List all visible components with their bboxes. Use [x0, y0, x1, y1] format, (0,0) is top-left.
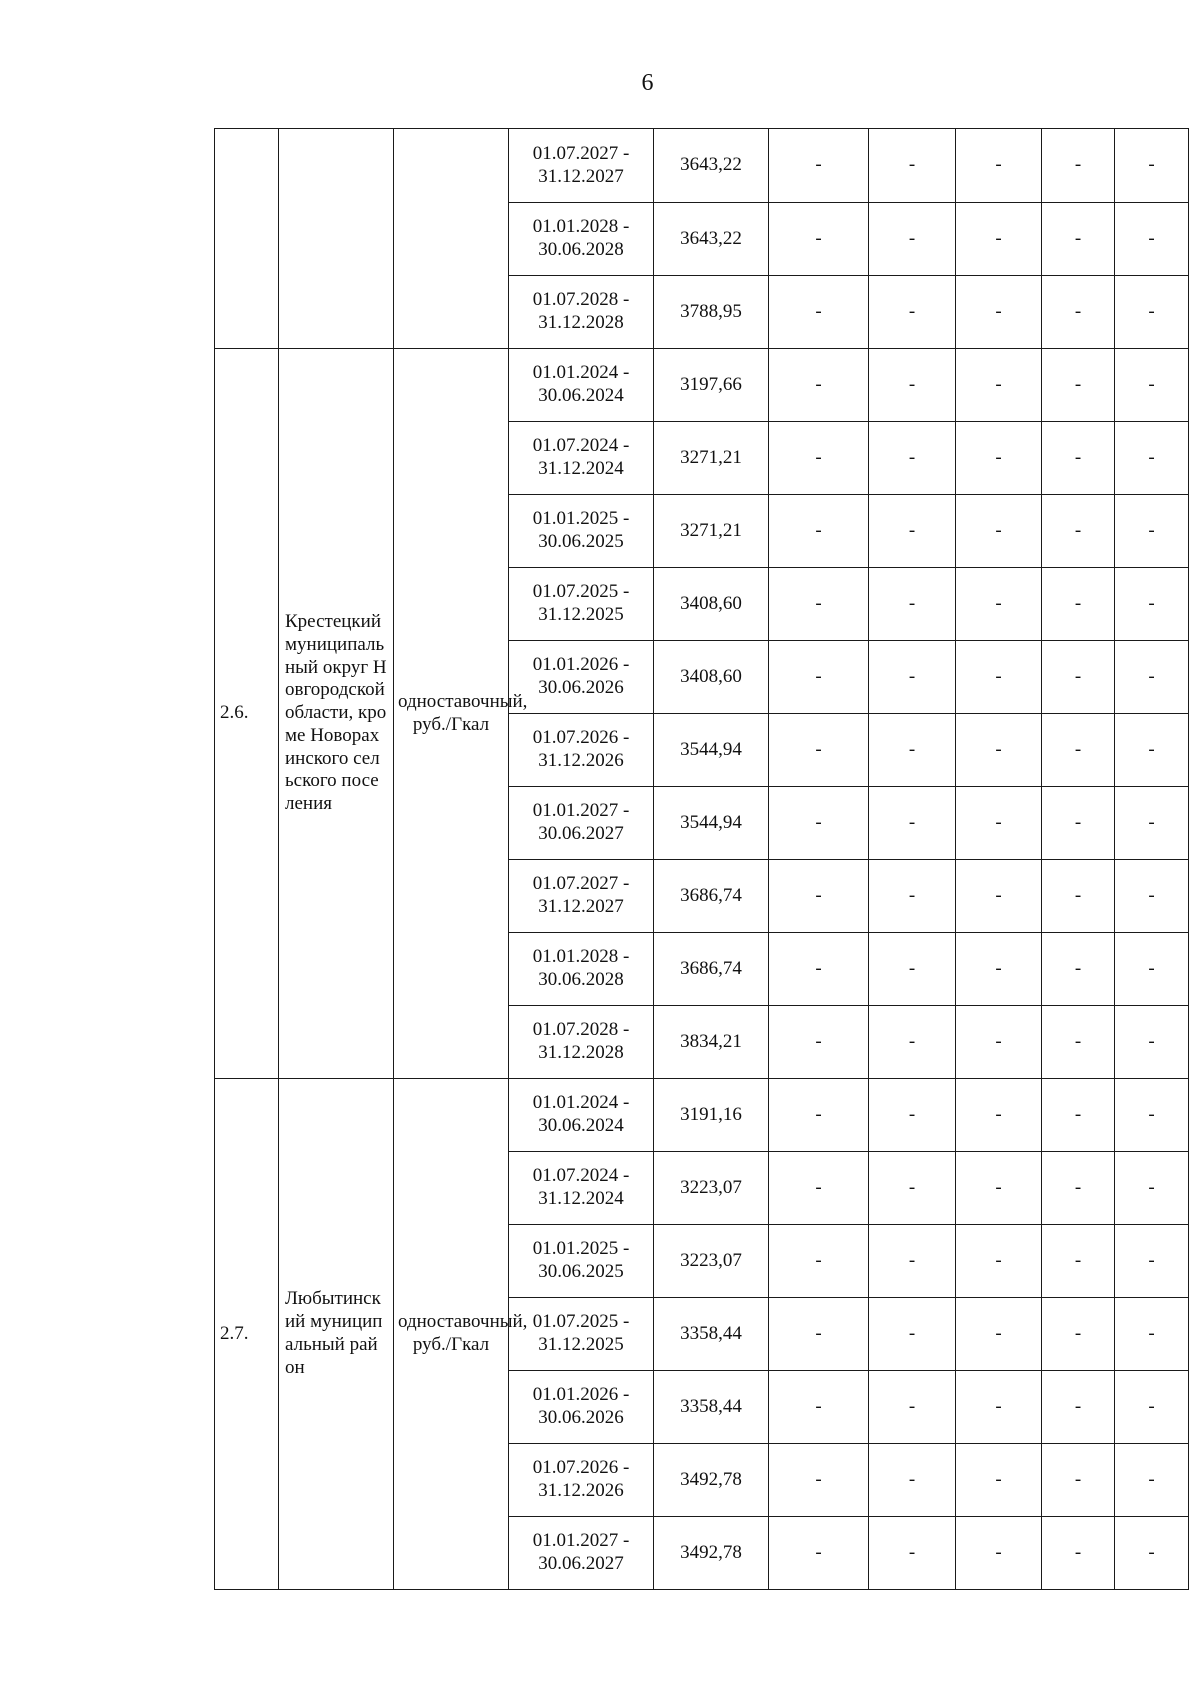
empty-value-dash: -	[1042, 203, 1115, 276]
period-end: 31.12.2027	[538, 165, 624, 187]
empty-value-dash: -	[1042, 1371, 1115, 1444]
period-start: 01.01.2027 -	[532, 800, 630, 822]
tariff-value: 3271,21	[654, 495, 769, 568]
page-number	[0, 70, 1200, 97]
empty-value-dash: -	[956, 129, 1042, 203]
period-end: 31.12.2028	[538, 1042, 624, 1063]
empty-value-dash: -	[869, 568, 956, 641]
empty-value-dash: -	[769, 422, 869, 495]
period-start: 01.07.2027 -	[532, 873, 630, 895]
empty-value-dash: -	[1115, 641, 1189, 714]
period-start: 01.07.2025 -	[532, 581, 630, 603]
empty-value-dash: -	[869, 1152, 956, 1225]
period-cell	[509, 276, 654, 349]
period-end: 31.12.2026	[538, 750, 624, 771]
empty-value-dash: -	[769, 933, 869, 1006]
empty-value-dash: -	[1115, 568, 1189, 641]
period-cell	[509, 349, 654, 422]
tariff-value: 3492,78	[654, 1444, 769, 1517]
empty-value-dash: -	[956, 1079, 1042, 1152]
tariff-value: 3271,21	[654, 422, 769, 495]
empty-value-dash: -	[769, 1152, 869, 1225]
empty-value-dash: -	[1042, 1517, 1115, 1590]
table-row	[215, 129, 1189, 203]
empty-value-dash: -	[869, 1298, 956, 1371]
period-start: 01.07.2027 -	[532, 142, 630, 164]
period-start: 01.07.2028 -	[532, 1019, 630, 1041]
empty-value-dash: -	[1115, 129, 1189, 203]
empty-value-dash: -	[769, 568, 869, 641]
empty-value-dash: -	[1115, 1517, 1189, 1590]
tariff-value: 3358,44	[654, 1371, 769, 1444]
tariff-table	[214, 128, 1189, 1590]
empty-value-dash: -	[769, 860, 869, 933]
empty-value-dash: -	[769, 129, 869, 203]
empty-value-dash: -	[869, 1444, 956, 1517]
empty-value-dash: -	[1115, 276, 1189, 349]
tariff-value: 3686,74	[654, 860, 769, 933]
empty-value-dash: -	[1042, 1006, 1115, 1079]
tariff-value: 3686,74	[654, 933, 769, 1006]
tariff-value: 3643,22	[654, 129, 769, 203]
period-cell	[509, 1225, 654, 1298]
tariff-value: 3788,95	[654, 276, 769, 349]
period-cell	[509, 1006, 654, 1079]
period-end: 31.12.2024	[538, 1188, 624, 1209]
territory-name: Крестецкий муниципальный округ Новгородской области, кроме Новорахинского сельского поселения	[279, 349, 394, 1079]
tariff-value: 3191,16	[654, 1079, 769, 1152]
empty-value-dash: -	[1115, 495, 1189, 568]
period-cell	[509, 568, 654, 641]
empty-value-dash: -	[769, 1371, 869, 1444]
empty-value-dash: -	[1042, 1152, 1115, 1225]
table-row	[215, 349, 1189, 422]
period-end: 31.12.2024	[538, 458, 624, 479]
empty-value-dash: -	[956, 1152, 1042, 1225]
period-end: 31.12.2028	[538, 312, 624, 333]
empty-value-dash: -	[1042, 1444, 1115, 1517]
empty-value-dash: -	[1042, 276, 1115, 349]
empty-value-dash: -	[869, 714, 956, 787]
tariff-unit: одноставочный, руб./Гкал	[394, 349, 509, 1079]
empty-value-dash: -	[1042, 641, 1115, 714]
empty-value-dash: -	[769, 1225, 869, 1298]
empty-value-dash: -	[956, 860, 1042, 933]
empty-value-dash: -	[1042, 495, 1115, 568]
empty-value-dash: -	[869, 1225, 956, 1298]
period-end: 31.12.2025	[538, 604, 624, 625]
period-end: 30.06.2027	[538, 1553, 624, 1574]
empty-value-dash: -	[869, 495, 956, 568]
period-cell	[509, 422, 654, 495]
period-end: 31.12.2027	[538, 896, 624, 917]
empty-value-dash: -	[869, 860, 956, 933]
empty-value-dash: -	[956, 276, 1042, 349]
tariff-value: 3643,22	[654, 203, 769, 276]
period-start: 01.07.2028 -	[532, 289, 630, 311]
tariff-unit: одноставочный, руб./Гкал	[394, 1079, 509, 1590]
empty-value-dash: -	[1115, 203, 1189, 276]
tariff-value: 3492,78	[654, 1517, 769, 1590]
section-number: 2.6.	[215, 349, 279, 1079]
tariff-value: 3544,94	[654, 714, 769, 787]
empty-value-dash: -	[1042, 787, 1115, 860]
period-start: 01.07.2024 -	[532, 1165, 630, 1187]
empty-value-dash: -	[769, 1298, 869, 1371]
empty-value-dash: -	[1042, 568, 1115, 641]
period-cell	[509, 1517, 654, 1590]
period-cell	[509, 787, 654, 860]
empty-value-dash: -	[956, 787, 1042, 860]
period-end: 30.06.2028	[538, 969, 624, 990]
empty-value-dash: -	[1115, 349, 1189, 422]
period-start: 01.07.2024 -	[532, 435, 630, 457]
empty-value-dash: -	[1115, 422, 1189, 495]
empty-value-dash: -	[956, 422, 1042, 495]
empty-value-dash: -	[956, 203, 1042, 276]
period-end: 30.06.2024	[538, 1115, 624, 1136]
period-start: 01.07.2026 -	[532, 727, 630, 749]
empty-value-dash: -	[956, 1006, 1042, 1079]
tariff-value: 3197,66	[654, 349, 769, 422]
period-cell	[509, 933, 654, 1006]
empty-value-dash: -	[769, 203, 869, 276]
empty-value-dash: -	[1042, 714, 1115, 787]
empty-value-dash: -	[1115, 1225, 1189, 1298]
period-start: 01.01.2027 -	[532, 1530, 630, 1552]
empty-value-dash: -	[869, 641, 956, 714]
period-start: 01.01.2025 -	[532, 508, 630, 530]
empty-value-dash: -	[956, 641, 1042, 714]
period-cell	[509, 495, 654, 568]
tariff-value: 3834,21	[654, 1006, 769, 1079]
period-start: 01.01.2026 -	[532, 654, 630, 676]
empty-value-dash: -	[1115, 714, 1189, 787]
tariff-table-body	[215, 129, 1189, 1590]
period-end: 30.06.2026	[538, 677, 624, 698]
period-start: 01.01.2024 -	[532, 362, 630, 384]
empty-value-dash: -	[956, 1371, 1042, 1444]
tariff-value: 3358,44	[654, 1298, 769, 1371]
period-end: 30.06.2025	[538, 531, 624, 552]
period-end: 30.06.2027	[538, 823, 624, 844]
empty-value-dash: -	[769, 276, 869, 349]
period-cell	[509, 1079, 654, 1152]
empty-value-dash: -	[1115, 787, 1189, 860]
empty-value-dash: -	[1042, 349, 1115, 422]
period-cell	[509, 1444, 654, 1517]
empty-value-dash: -	[769, 1079, 869, 1152]
period-cell	[509, 641, 654, 714]
empty-value-dash: -	[1042, 422, 1115, 495]
period-start: 01.01.2028 -	[532, 946, 630, 968]
period-end: 30.06.2026	[538, 1407, 624, 1428]
empty-value-dash: -	[769, 1444, 869, 1517]
empty-value-dash: -	[769, 1006, 869, 1079]
empty-value-dash: -	[869, 933, 956, 1006]
period-cell	[509, 203, 654, 276]
empty-value-dash: -	[1042, 1225, 1115, 1298]
empty-value-dash: -	[1115, 1006, 1189, 1079]
empty-value-dash: -	[1042, 1298, 1115, 1371]
period-cell	[509, 1298, 654, 1371]
period-cell	[509, 129, 654, 203]
empty-value-dash: -	[1115, 1079, 1189, 1152]
period-end: 30.06.2025	[538, 1261, 624, 1282]
empty-value-dash: -	[956, 933, 1042, 1006]
table-row	[215, 1079, 1189, 1152]
empty-value-dash: -	[769, 495, 869, 568]
tariff-value: 3408,60	[654, 641, 769, 714]
empty-value-dash: -	[1115, 1371, 1189, 1444]
empty-value-dash: -	[769, 787, 869, 860]
period-start: 01.01.2026 -	[532, 1384, 630, 1406]
tariff-value: 3223,07	[654, 1152, 769, 1225]
empty-value-dash: -	[869, 1079, 956, 1152]
period-start: 01.01.2024 -	[532, 1092, 630, 1114]
tariff-value: 3223,07	[654, 1225, 769, 1298]
empty-value-dash: -	[869, 1371, 956, 1444]
empty-value-dash: -	[1042, 860, 1115, 933]
period-cell	[509, 1152, 654, 1225]
empty-value-dash: -	[769, 1517, 869, 1590]
territory-name: Любытинский муниципальный район	[279, 1079, 394, 1590]
empty-value-dash: -	[869, 276, 956, 349]
empty-value-dash: -	[869, 1006, 956, 1079]
period-start: 01.01.2028 -	[532, 216, 630, 238]
empty-value-dash: -	[956, 495, 1042, 568]
empty-value-dash: -	[769, 641, 869, 714]
empty-value-dash: -	[956, 1298, 1042, 1371]
period-start: 01.07.2026 -	[532, 1457, 630, 1479]
empty-value-dash: -	[956, 714, 1042, 787]
tariff-unit	[394, 129, 509, 349]
empty-value-dash: -	[869, 129, 956, 203]
empty-value-dash: -	[1115, 933, 1189, 1006]
empty-value-dash: -	[1115, 1298, 1189, 1371]
empty-value-dash: -	[1115, 860, 1189, 933]
empty-value-dash: -	[956, 1517, 1042, 1590]
period-end: 30.06.2024	[538, 385, 624, 406]
empty-value-dash: -	[1042, 1079, 1115, 1152]
section-number	[215, 129, 279, 349]
period-end: 31.12.2025	[538, 1334, 624, 1355]
territory-name	[279, 129, 394, 349]
empty-value-dash: -	[769, 714, 869, 787]
period-cell	[509, 1371, 654, 1444]
section-number: 2.7.	[215, 1079, 279, 1590]
empty-value-dash: -	[1115, 1152, 1189, 1225]
empty-value-dash: -	[956, 1225, 1042, 1298]
empty-value-dash: -	[1042, 933, 1115, 1006]
period-end: 31.12.2026	[538, 1480, 624, 1501]
period-cell	[509, 860, 654, 933]
period-cell	[509, 714, 654, 787]
period-start: 01.07.2025 -	[532, 1311, 630, 1333]
tariff-value: 3544,94	[654, 787, 769, 860]
empty-value-dash: -	[869, 787, 956, 860]
page-number-text: 6	[641, 70, 654, 96]
period-end: 30.06.2028	[538, 239, 624, 260]
empty-value-dash: -	[1115, 1444, 1189, 1517]
empty-value-dash: -	[869, 349, 956, 422]
period-start: 01.01.2025 -	[532, 1238, 630, 1260]
empty-value-dash: -	[1042, 129, 1115, 203]
tariff-value: 3408,60	[654, 568, 769, 641]
empty-value-dash: -	[869, 1517, 956, 1590]
empty-value-dash: -	[869, 203, 956, 276]
empty-value-dash: -	[869, 422, 956, 495]
empty-value-dash: -	[956, 568, 1042, 641]
empty-value-dash: -	[956, 349, 1042, 422]
empty-value-dash: -	[956, 1444, 1042, 1517]
empty-value-dash: -	[769, 349, 869, 422]
